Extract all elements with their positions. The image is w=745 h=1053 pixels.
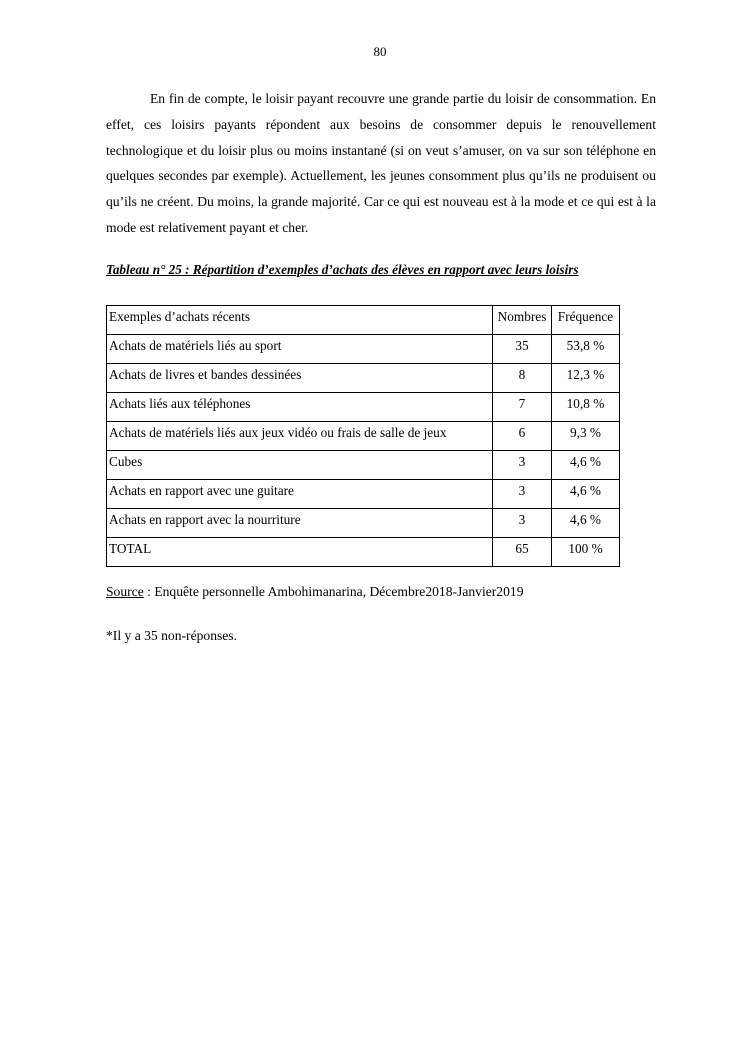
table-row xyxy=(107,480,620,509)
table-row xyxy=(107,451,620,480)
row-frequency: 12,3 % xyxy=(552,364,620,393)
table-total-row xyxy=(107,538,620,567)
row-label: Cubes xyxy=(107,451,493,480)
purchases-table xyxy=(106,305,620,567)
row-count: 3 xyxy=(493,509,552,538)
table-row xyxy=(107,393,620,422)
row-frequency: 4,6 % xyxy=(552,480,620,509)
row-label: Achats en rapport avec une guitare xyxy=(107,480,493,509)
row-frequency: 9,3 % xyxy=(552,422,620,451)
table-title: Tableau n° 25 : Répartition d’exemples d’achats des élèves en rapport avec leurs loisirs xyxy=(106,262,579,277)
row-frequency: 10,8 % xyxy=(552,393,620,422)
total-frequency: 100 % xyxy=(552,538,620,567)
table-row xyxy=(107,422,620,451)
row-frequency: 4,6 % xyxy=(552,509,620,538)
table-row xyxy=(107,335,620,364)
row-label: Achats de matériels liés au sport xyxy=(107,335,493,364)
row-count: 6 xyxy=(493,422,552,451)
body-paragraph: En fin de compte, le loisir payant recouvre une grande partie du loisir de consommation. En effet, ces loisirs payants répondent aux besoins de consommer depuis le renouvellement technologique et du loisir plus ou moins instantané (si on veut s’amuser, on va sur son téléphone en quelques secondes par exemple). Actuellement, les jeunes consomment plus qu’ils ne produisent ou qu’ils ne créent. Du moins, la grande majorité. Car ce qui est nouveau est à la mode et ce qui est à la mode est relativement payant et cher. xyxy=(106,91,656,235)
source-text: : Enquête personnelle Ambohimanarina, Décembre2018-Janvier2019 xyxy=(143,584,524,599)
row-count: 7 xyxy=(493,393,552,422)
row-label: Achats de matériels liés aux jeux vidéo ou frais de salle de jeux xyxy=(107,422,493,451)
row-frequency: 53,8 % xyxy=(552,335,620,364)
row-label: Achats de livres et bandes dessinées xyxy=(107,364,493,393)
page-number: 80 xyxy=(373,44,387,59)
table-row xyxy=(107,364,620,393)
row-label: Achats liés aux téléphones xyxy=(107,393,493,422)
column-header-examples: Exemples d’achats récents xyxy=(107,306,493,335)
row-count: 8 xyxy=(493,364,552,393)
column-header-count: Nombres xyxy=(493,306,552,335)
non-response-note: *Il y a 35 non-réponses. xyxy=(106,628,237,643)
column-header-frequency: Fréquence xyxy=(552,306,620,335)
table-header-row xyxy=(107,306,620,335)
row-count: 3 xyxy=(493,480,552,509)
total-label: TOTAL xyxy=(107,538,493,567)
row-count: 3 xyxy=(493,451,552,480)
table-row xyxy=(107,509,620,538)
row-label: Achats en rapport avec la nourriture xyxy=(107,509,493,538)
table-source xyxy=(106,584,524,600)
row-count: 35 xyxy=(493,335,552,364)
row-frequency: 4,6 % xyxy=(552,451,620,480)
total-count: 65 xyxy=(493,538,552,567)
source-label: Source xyxy=(106,584,144,599)
